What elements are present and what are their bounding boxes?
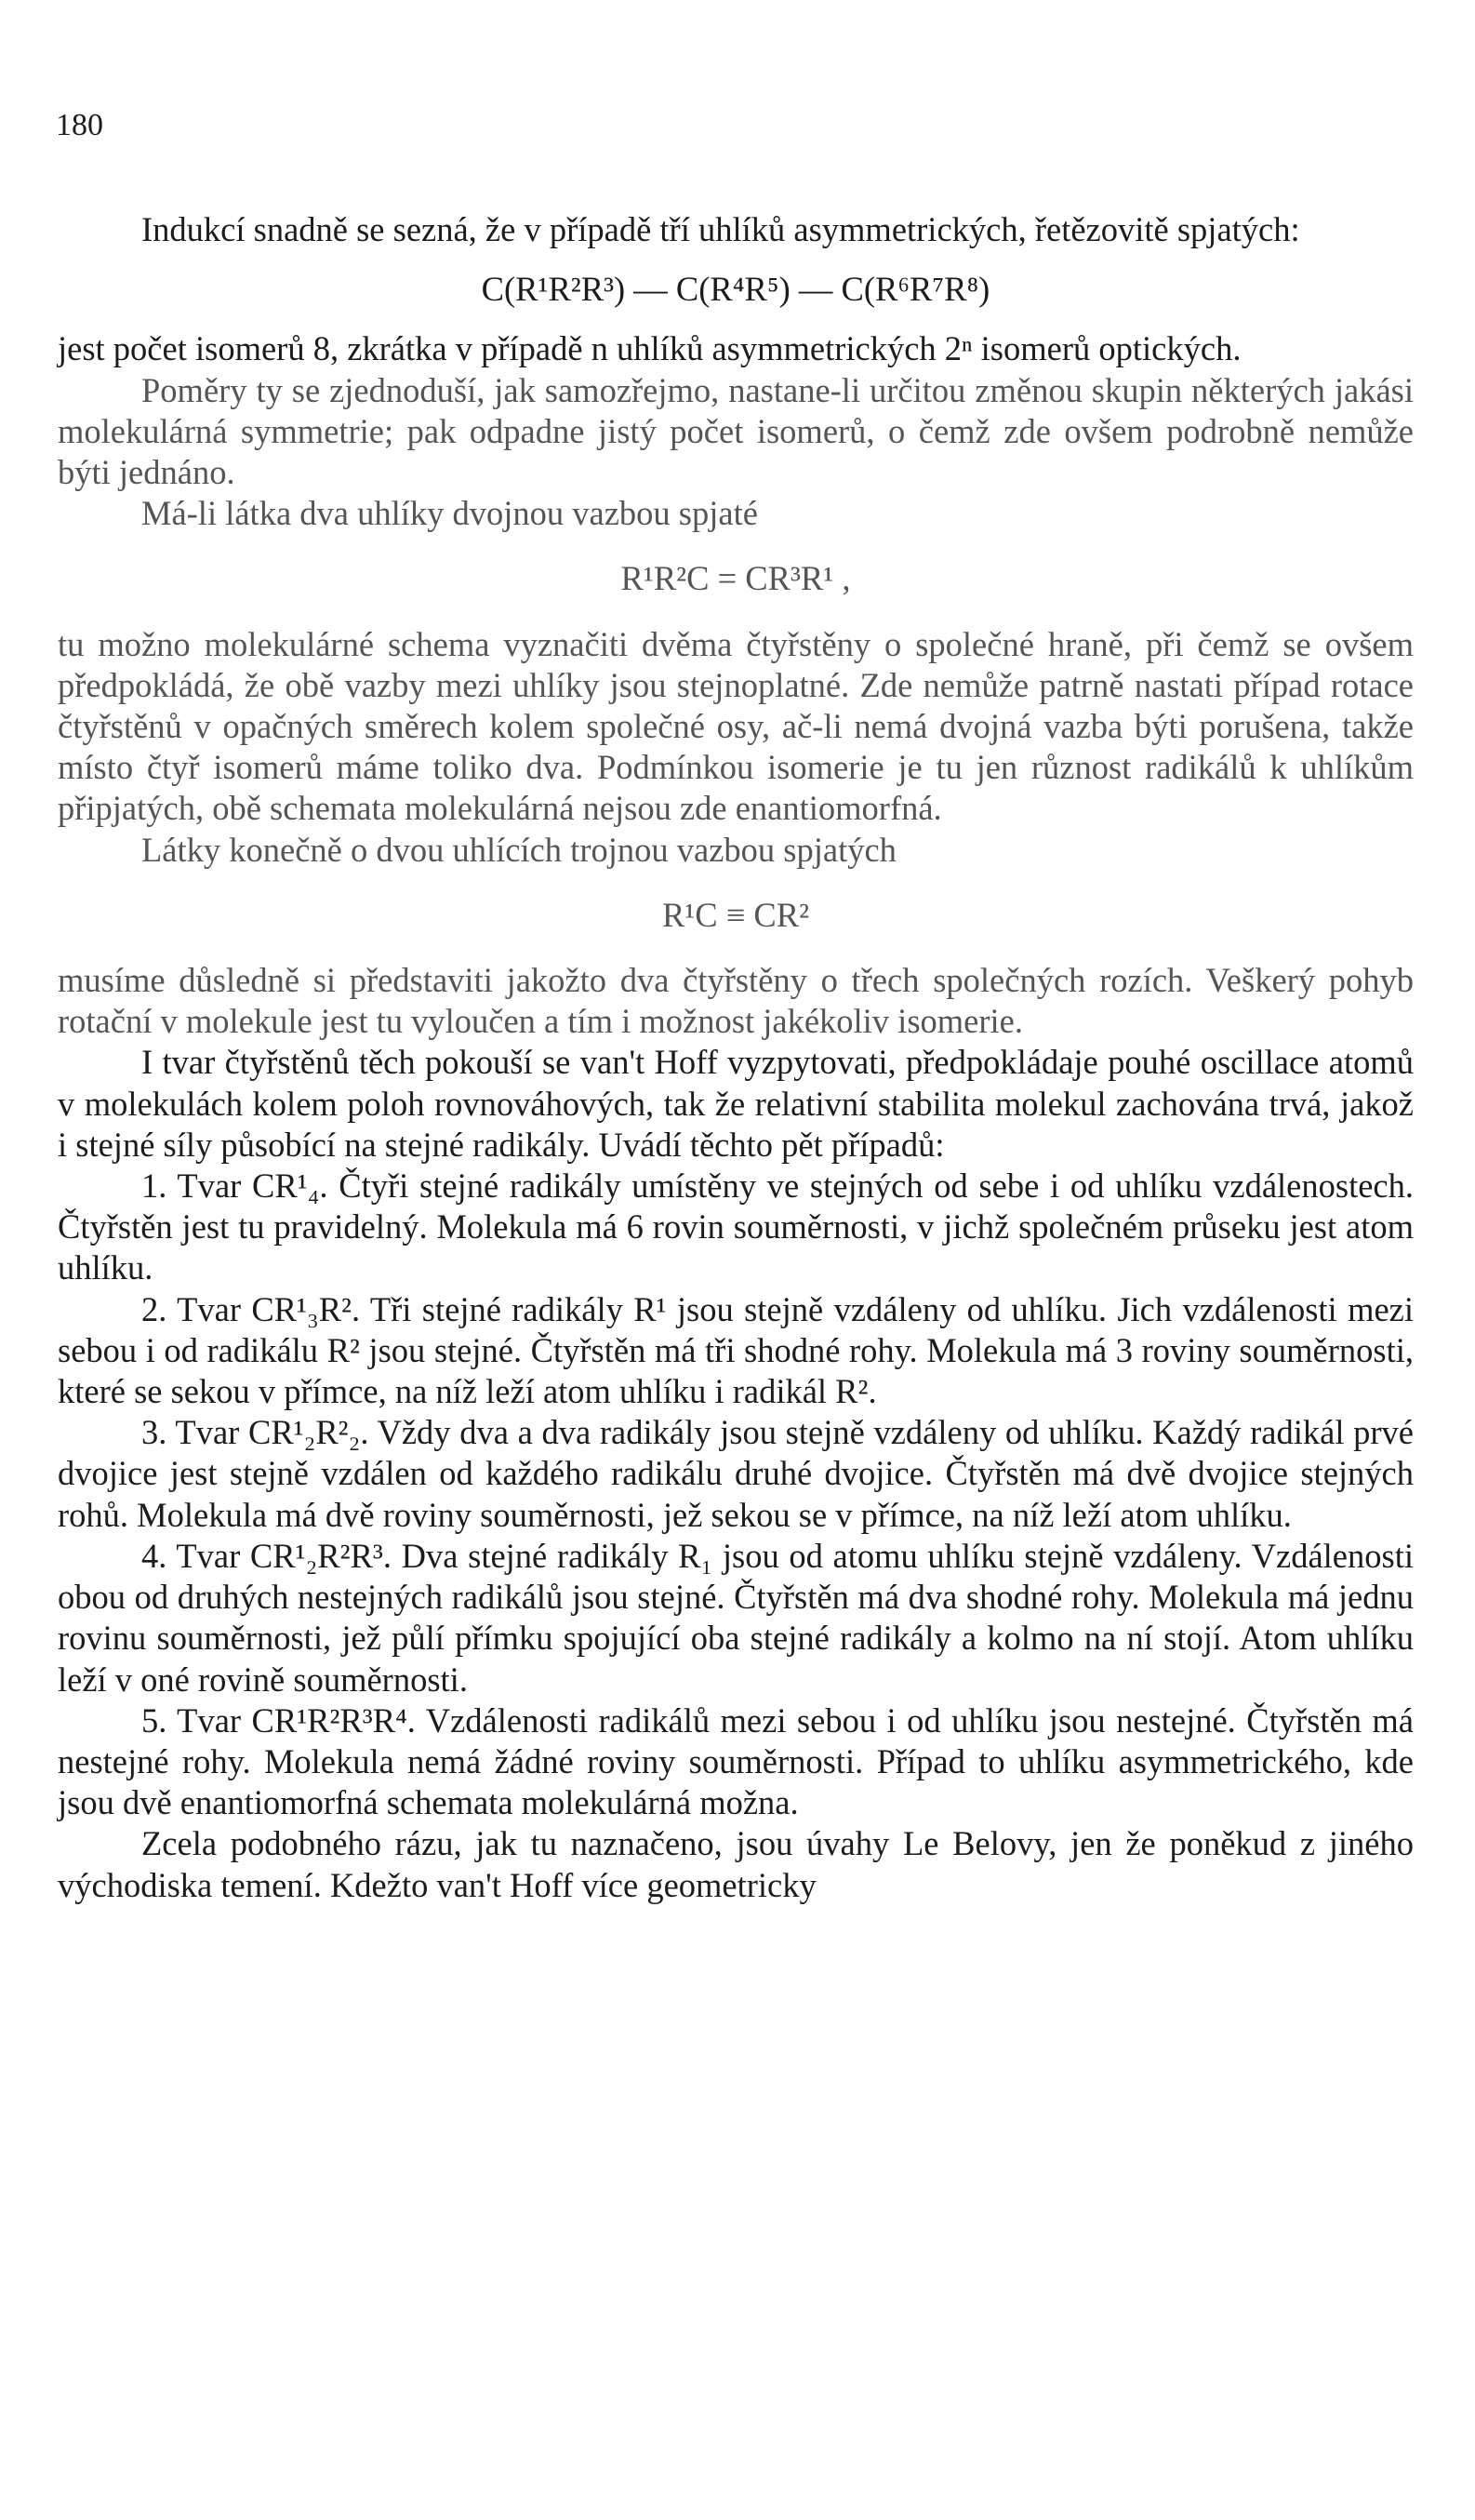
formula-chain: C(R¹R²R³) — C(R⁴R⁵) — C(R⁶R⁷R⁸) xyxy=(481,270,990,309)
list-item-case-3: 3. Tvar CR¹₂R²₂. Vždy dva a dva radikály jsou stejně vzdáleny od uhlíku. Každý radikál prvé dvojice jest stejně vzdálen od každého radikálu druhé dvojice. Čtyřstěn má dvě dvojice stejných rohů. Molekula má dvě roviny souměrnosti, jež sekou se v přímce, na níž leží atom uhlíku. xyxy=(58,1413,1414,1534)
paragraph-isomer-count: jest počet isomerů 8, zkrátka v případě n uhlíků asymmetrických 2ⁿ isomerů optických. xyxy=(58,329,1242,368)
paragraph-double-bond: tu možno molekulárné schema vyznačiti dvěma čtyřstěny o společné hraně, při čemž se ovšem předpokládá, že obě vazby mezi uhlíky jsou stejnoplatné. Zde nemůže patrně nastati případ rotace čtyřstěnů v opačných směrech kolem společné osy, ač-li nemá dvojná vazba býti porušena, takže místo čtyř isomerů máme toliko dva. Podmínkou isomerie je tu jen různost radikálů k uhlíkům připjatých, obě schemata molekulárná nejsou zde enantiomorfná. xyxy=(58,624,1414,828)
page-number: 180 xyxy=(56,108,103,142)
paragraph-triple-bond: musíme důsledně si představiti jakožto dva čtyřstěny o třech společných rozích. Veškerý pohyb rotační v molekule jest tu vyloučen a tím i možnost jakékoliv isomerie. xyxy=(58,961,1414,1041)
list-item-case-5: 5. Tvar CR¹R²R³R⁴. Vzdálenosti radikálů mezi sebou i od uhlíku jsou nestejné. Čtyřstěn má nestejné rohy. Molekula nemá žádné roviny souměrnosti. Případ to uhlíku asymmetrického, kde jsou dvě enantiomorfná schemata molekulárná možna. xyxy=(58,1700,1414,1822)
paragraph-induction: Indukcí snadně se sezná, že v případě tří uhlíků asymmetrických, řetězovitě spjatých: xyxy=(141,210,1300,248)
page-body xyxy=(58,209,1414,1906)
list-item-case-4: 4. Tvar CR¹₂R²R³. Dva stejné radikály R₁ jsou od atomu uhlíku stejně vzdáleny. Vzdálenosti obou od druhých nestejných radikálů jsou stejné. Čtyřstěn má dva shodné rohy. Molekula má jednu rovinu souměrnosti, jež půlí přímku spojující oba stejné radikály a kolmo na ní stojí. Atom uhlíku leží v oné rovině souměrnosti. xyxy=(58,1536,1414,1699)
paragraph-symmetry: Poměry ty se zjednoduší, jak samozřejmo, nastane-li určitou změnou skupin některých jakási molekulárná symmetrie; pak odpadne jistý počet isomerů, o čemž zde ovšem podrobně nemůže býti jednáno. xyxy=(58,370,1414,492)
list-item-case-2: 2. Tvar CR¹₃R². Tři stejné radikály R¹ jsou stejně vzdáleny od uhlíku. Jich vzdálenosti mezi sebou i od radikálu R² jsou stejné. Čtyřstěn má tři shodné rohy. Molekula má 3 roviny souměrnosti, které se sekou v přímce, na níž leží atom uhlíku i radikál R². xyxy=(58,1289,1414,1411)
formula-triple-bond: R¹C ≡ CR² xyxy=(661,895,810,934)
formula-double-bond: R¹R²C = CR³R¹ , xyxy=(620,559,851,598)
paragraph-le-bel: Zcela podobného rázu, jak tu naznačeno, jsou úvahy Le Belovy, jen že poněkud z jiného východiska temení. Kdežto van't Hoff více geometricky xyxy=(58,1824,1414,1904)
paragraph-triple-bond-intro: Látky konečně o dvou uhlících trojnou vazbou spjatých xyxy=(141,830,897,869)
list-item-case-1: 1. Tvar CR¹₄. Čtyři stejné radikály umístěny ve stejných od sebe i od uhlíku vzdálenostech. Čtyřstěn jest tu pravidelný. Molekula má 6 rovin souměrnosti, v jichž společném průseku jest atom uhlíku. xyxy=(58,1167,1414,1287)
paragraph-vant-hoff: I tvar čtyřstěnů těch pokouší se van't Hoff vyzpytovati, předpokládaje pouhé oscillace atomů v molekulách kolem poloh rovnováhových, tak že relativní stabilita molekul zachována trvá, jakož i stejné síly působící na stejné radikály. Uvádí těchto pět případů: xyxy=(58,1043,1414,1164)
paragraph-double-bond-intro: Má-li látka dva uhlíky dvojnou vazbou spjaté xyxy=(141,494,758,533)
